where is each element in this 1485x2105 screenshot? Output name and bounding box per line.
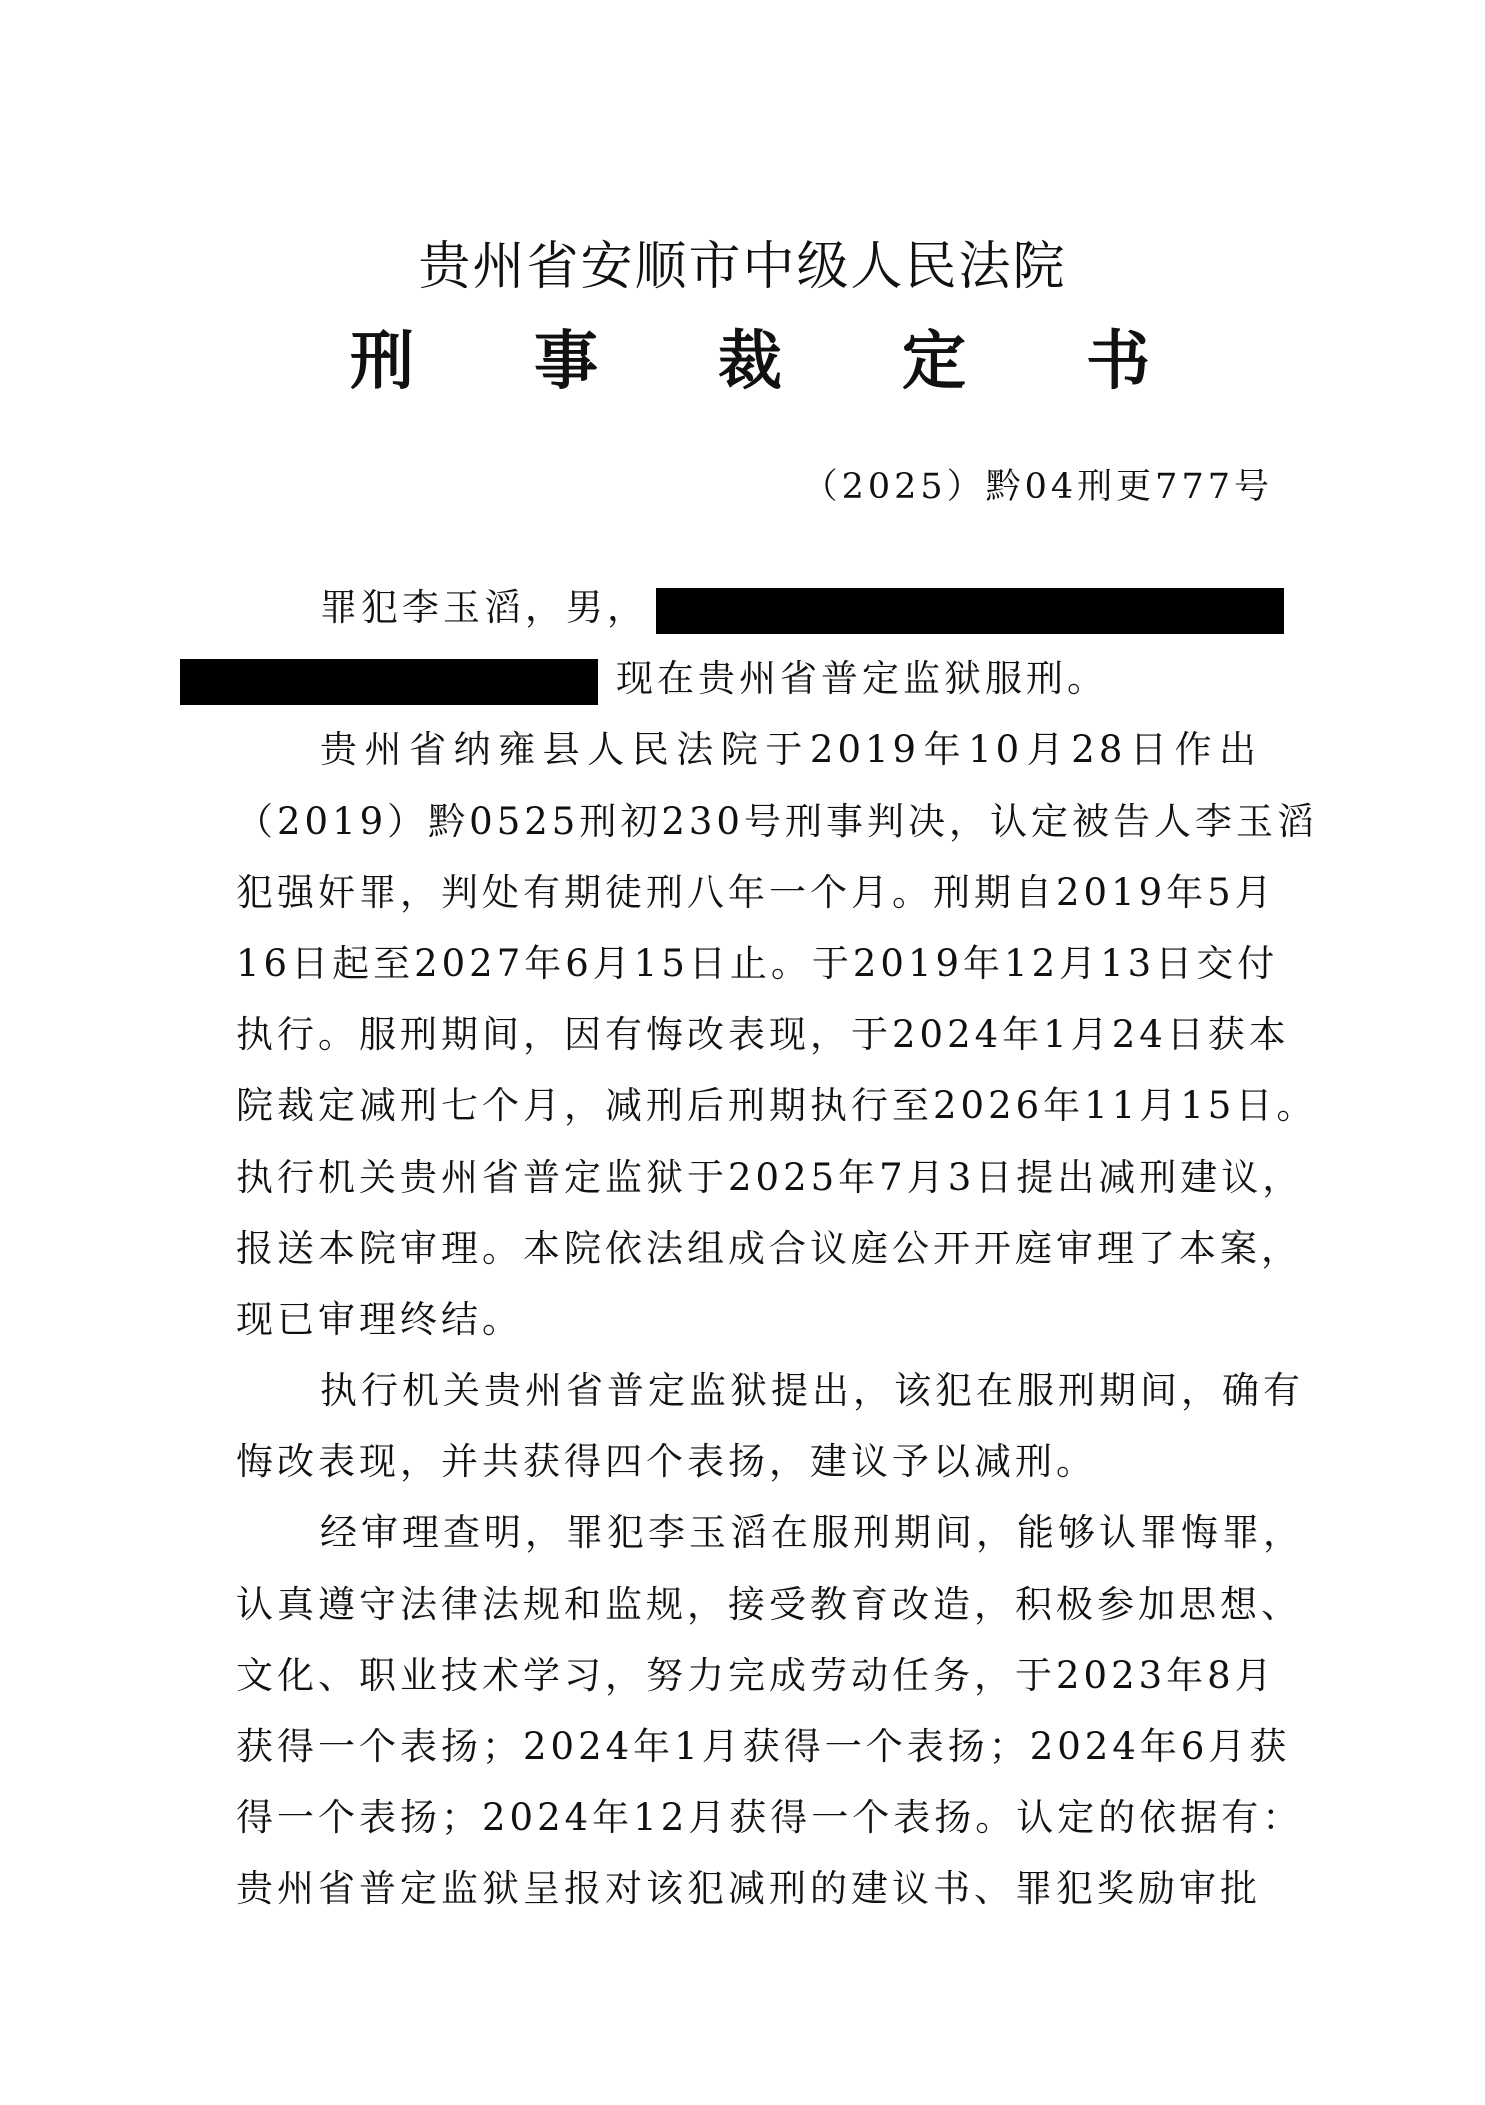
title-char: 书 bbox=[1086, 325, 1150, 399]
case-number: （2025）黔04刑更777号 bbox=[802, 467, 1273, 507]
defendant-paragraph bbox=[236, 572, 1260, 714]
title-char: 刑 bbox=[350, 325, 414, 399]
title-char: 事 bbox=[534, 325, 598, 399]
text-line bbox=[236, 572, 1260, 643]
text-line bbox=[180, 643, 1260, 714]
title-char: 定 bbox=[902, 325, 966, 399]
text-line: 执行机关贵州省普定监狱于2025年7月3日提出减刑建议， bbox=[236, 1155, 1304, 1199]
redaction-block bbox=[656, 588, 1284, 634]
text-line: 得一个表扬；2024年12月获得一个表扬。认定的依据有： bbox=[236, 1796, 1304, 1840]
text-line: 贵州省纳雍县人民法院于2019年10月28日作出 bbox=[320, 728, 1260, 772]
text-line: 院裁定减刑七个月，减刑后刑期执行至2026年11月15日。 bbox=[236, 1084, 1318, 1128]
document-title bbox=[350, 322, 1150, 402]
line-text: 现在贵州省普定监狱服刑。 bbox=[616, 657, 1108, 701]
redaction-block bbox=[180, 659, 598, 705]
text-line: 现已审理终结。 bbox=[236, 1297, 523, 1341]
text-line: 报送本院审理。本院依法组成合议庭公开开庭审理了本案， bbox=[236, 1226, 1302, 1270]
text-line: 获得一个表扬；2024年1月获得一个表扬；2024年6月获 bbox=[236, 1725, 1291, 1768]
text-line: 犯强奸罪，判处有期徒刑八年一个月。刑期自2019年5月 bbox=[236, 870, 1276, 914]
text-line: 执行机关贵州省普定监狱提出，该犯在服刑期间，确有 bbox=[320, 1369, 1304, 1413]
text-line: 悔改表现，并共获得四个表扬，建议予以减刑。 bbox=[236, 1440, 1097, 1484]
line-text: 罪犯李玉滔，男， bbox=[320, 586, 648, 629]
text-line: 认真遵守法律法规和监规，接受教育改造，积极参加思想、 bbox=[236, 1582, 1302, 1626]
text-line: 文化、职业技术学习，努力完成劳动任务，于2023年8月 bbox=[236, 1653, 1276, 1697]
findings-paragraph bbox=[236, 1497, 1304, 1924]
case-history-paragraph bbox=[236, 714, 1318, 1355]
title-char: 裁 bbox=[718, 325, 782, 399]
text-line: 贵州省普定监狱呈报对该犯减刑的建议书、罪犯奖励审批 bbox=[236, 1867, 1261, 1911]
proposal-paragraph bbox=[236, 1355, 1304, 1497]
court-name: 贵州省安顺市中级人民法院 bbox=[418, 237, 1067, 297]
text-line: 执行。服刑期间，因有悔改表现，于2024年1月24日获本 bbox=[236, 1013, 1290, 1057]
text-line: （2019）黔0525刑初230号刑事判决，认定被告人李玉滔 bbox=[236, 799, 1318, 843]
text-line: 经审理查明，罪犯李玉滔在服刑期间，能够认罪悔罪， bbox=[320, 1511, 1304, 1555]
text-line: 16日起至2027年6月15日止。于2019年12月13日交付 bbox=[236, 941, 1279, 985]
document-body bbox=[236, 572, 1318, 1925]
